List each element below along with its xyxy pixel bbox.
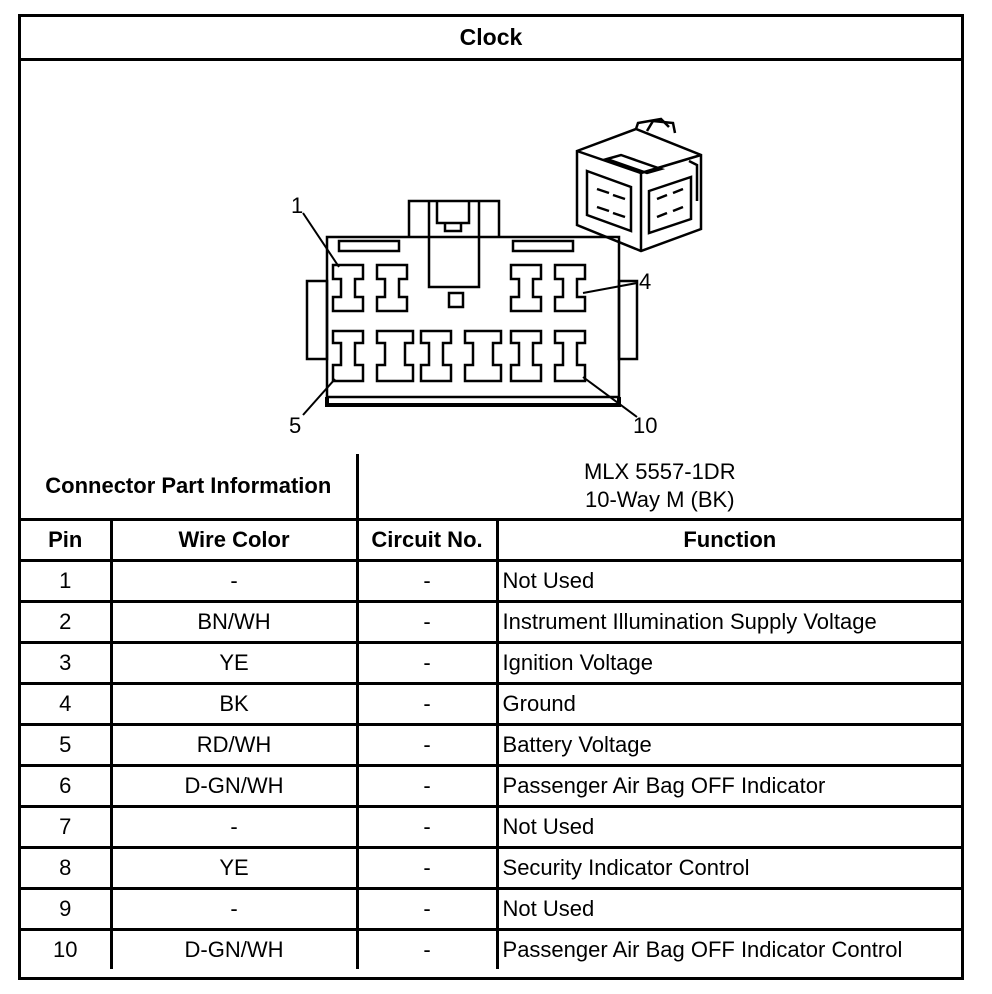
table-row [21,602,961,643]
pin-label-5: 5 [289,413,302,438]
table-row [21,684,961,725]
cell-function: Ignition Voltage [497,643,961,684]
cell-wire-color: D-GN/WH [111,766,357,807]
connector-info-value [357,454,961,520]
connector-diagram [21,61,961,454]
cell-pin: 8 [21,848,111,889]
cell-circuit: - [357,889,497,930]
cell-wire-color: BK [111,684,357,725]
cell-pin: 6 [21,766,111,807]
cell-circuit: - [357,930,497,970]
cell-pin: 5 [21,725,111,766]
pinout-table [21,454,961,969]
table-row [21,766,961,807]
cell-function: Ground [497,684,961,725]
pin-label-1: 1 [291,193,304,218]
header-wire-color: Wire Color [111,520,357,561]
cell-wire-color: - [111,807,357,848]
leader-line-1 [303,213,339,267]
connector-description: 10-Way M (BK) [585,487,735,512]
table-row [21,725,961,766]
cell-circuit: - [357,684,497,725]
cell-pin: 4 [21,684,111,725]
cell-function: Not Used [497,889,961,930]
cell-pin: 2 [21,602,111,643]
cell-function: Passenger Air Bag OFF Indicator [497,766,961,807]
cell-pin: 10 [21,930,111,970]
cell-function: Not Used [497,807,961,848]
table-row [21,643,961,684]
cell-wire-color: YE [111,848,357,889]
cell-function: Instrument Illumination Supply Voltage [497,602,961,643]
cell-function: Battery Voltage [497,725,961,766]
header-circuit: Circuit No. [357,520,497,561]
cell-function: Security Indicator Control [497,848,961,889]
page-title: Clock [21,17,961,61]
connector-drawing [21,61,961,454]
cell-circuit: - [357,643,497,684]
connector-sheet [18,14,964,980]
cell-wire-color: - [111,561,357,602]
table-row [21,807,961,848]
cell-wire-color: - [111,889,357,930]
cell-wire-color: D-GN/WH [111,930,357,970]
connector-face [307,201,637,405]
connector-info-row [21,454,961,520]
cell-pin: 7 [21,807,111,848]
cell-circuit: - [357,602,497,643]
cell-pin: 3 [21,643,111,684]
cell-pin: 9 [21,889,111,930]
connector-3d-view [577,119,701,251]
cell-circuit: - [357,848,497,889]
cell-function: Passenger Air Bag OFF Indicator Control [497,930,961,970]
table-row [21,561,961,602]
connector-part-number: MLX 5557-1DR [583,459,736,484]
cell-wire-color: YE [111,643,357,684]
pin-label-10: 10 [633,413,658,438]
cell-circuit: - [357,807,497,848]
table-row [21,930,961,970]
cell-pin: 1 [21,561,111,602]
cell-circuit: - [357,725,497,766]
cell-function: Not Used [497,561,961,602]
cell-circuit: - [357,561,497,602]
connector-info-label: Connector Part Information [21,454,357,520]
header-pin: Pin [21,520,111,561]
cell-wire-color: BN/WH [111,602,357,643]
table-row [21,848,961,889]
cell-wire-color: RD/WH [111,725,357,766]
leader-line-4 [583,283,637,293]
header-function: Function [497,520,961,561]
pin-label-4: 4 [639,269,652,294]
cell-circuit: - [357,766,497,807]
table-row [21,889,961,930]
table-header-row [21,520,961,561]
